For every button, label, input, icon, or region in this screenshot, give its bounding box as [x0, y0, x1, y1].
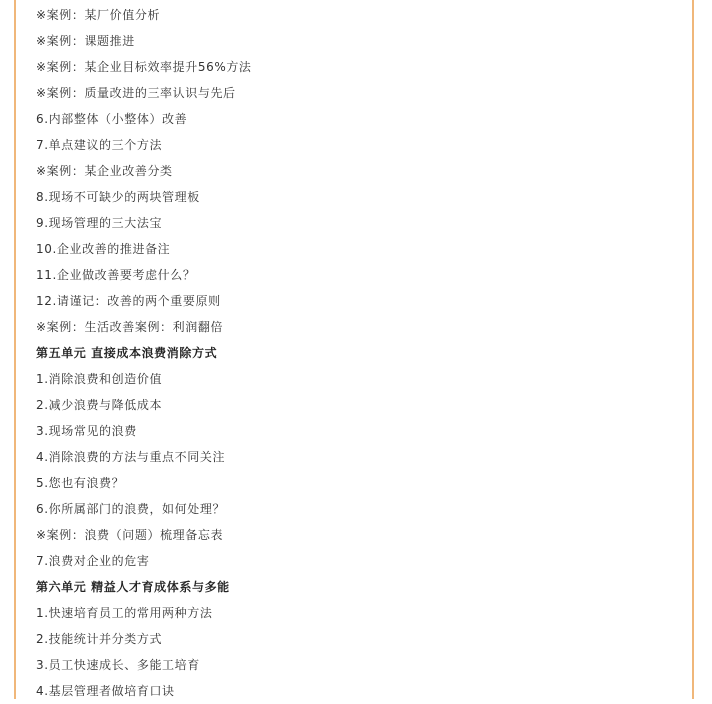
outline-line: ※案例：课题推进 — [36, 34, 135, 48]
outline-line: 7.浪费对企业的危害 — [36, 554, 150, 568]
outline-line: 6.内部整体（小整体）改善 — [36, 112, 188, 126]
outline-line: 10.企业改善的推进备注 — [36, 242, 171, 256]
outline-line: 1.快速培育员工的常用两种方法 — [36, 606, 213, 620]
outline-line: 7.单点建议的三个方法 — [36, 138, 163, 152]
outline-line: 9.现场管理的三大法宝 — [36, 216, 163, 230]
outline-line: ※案例：质量改进的三率认识与先后 — [36, 86, 236, 100]
outline-line: 4.基层管理者做培育口诀 — [36, 684, 175, 698]
outline-line: 2.技能统计并分类方式 — [36, 632, 163, 646]
section-heading: 第六单元 精益人才育成体系与多能 — [36, 580, 230, 594]
outline-line: 3.员工快速成长、多能工培育 — [36, 658, 200, 672]
outline-line: ※案例：浪费（问题）梳理备忘表 — [36, 528, 224, 542]
outline-list — [36, 2, 684, 704]
outline-line: ※案例：某企业目标效率提升56%方法 — [36, 60, 252, 74]
outline-line: ※案例：生活改善案例：利润翻倍 — [36, 320, 224, 334]
outline-line: 12.请谨记：改善的两个重要原则 — [36, 294, 221, 308]
outline-line: 1.消除浪费和创造价值 — [36, 372, 163, 386]
section-heading: 第五单元 直接成本浪费消除方式 — [36, 346, 218, 360]
outline-line: 6.你所属部门的浪费，如何处理？ — [36, 502, 226, 516]
outline-line: 2.减少浪费与降低成本 — [36, 398, 163, 412]
outline-line: 8.现场不可缺少的两块管理板 — [36, 190, 200, 204]
outline-line: 4.消除浪费的方法与重点不同关注 — [36, 450, 226, 464]
outline-line: ※案例：某厂价值分析 — [36, 8, 161, 22]
outline-line: 11.企业做改善要考虑什么？ — [36, 268, 196, 282]
outline-line: 3.现场常见的浪费 — [36, 424, 137, 438]
outline-line: ※案例：某企业改善分类 — [36, 164, 173, 178]
article-frame — [14, 0, 694, 699]
outline-line: 5.您也有浪费？ — [36, 476, 125, 490]
